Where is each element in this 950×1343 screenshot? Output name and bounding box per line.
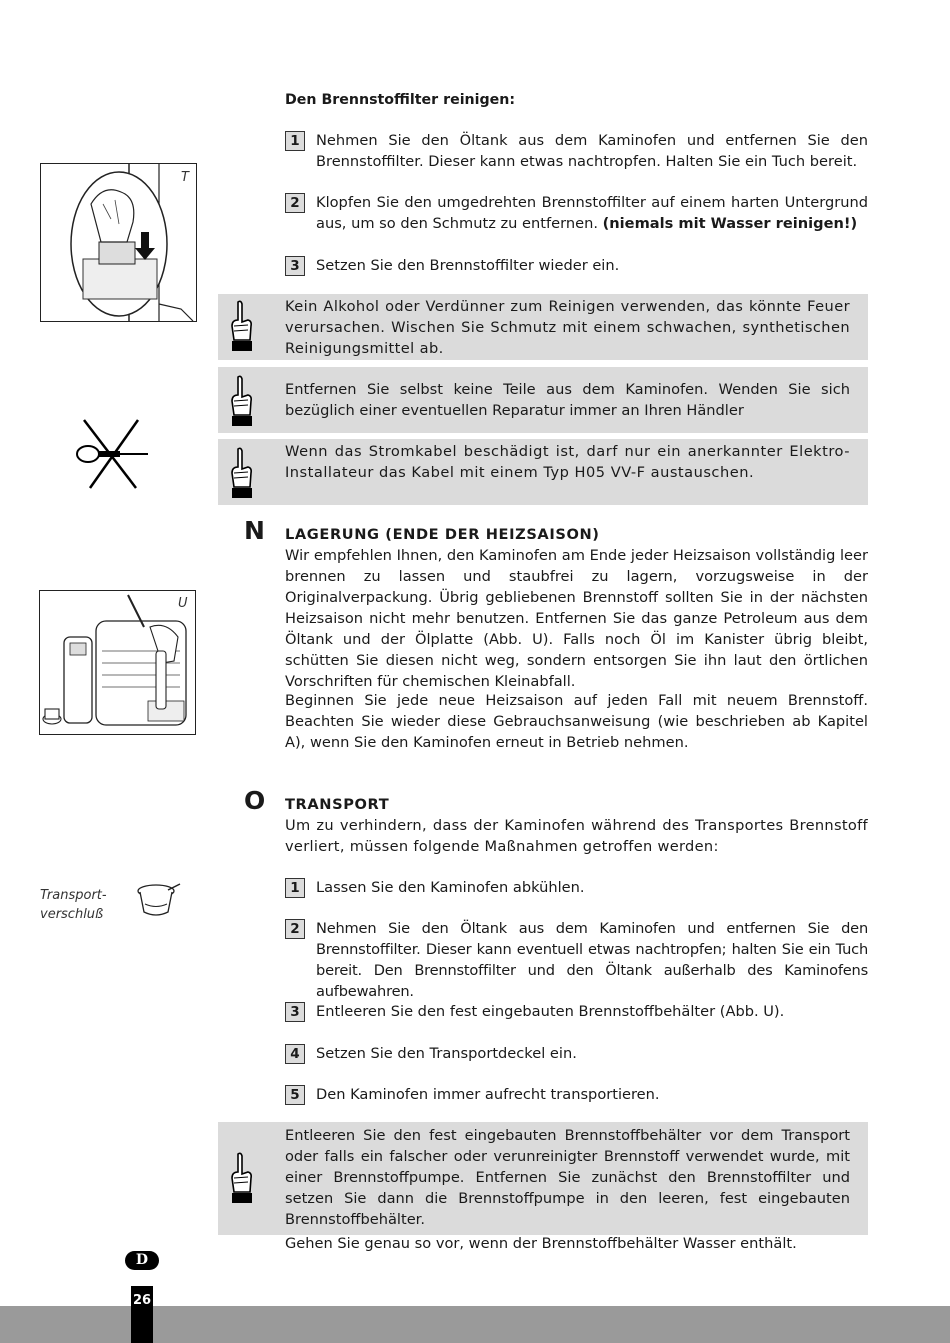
- storage-paragraph-2: Beginnen Sie jede neue Heizsaison auf jeden Fall mit neuem Brennstoff. Beachten Sie wieder diese Gebrauchsanweisung (wie beschrieben ab Kapitel A), wenn Sie den Kaminofen erneut in Betrieb nehmen.: [285, 692, 868, 751]
- transport-step-text-2: Nehmen Sie den Öltank aus dem Kaminofen und entfernen Sie den Brennstoffilter. Dieser kann eventuell etwas nachtropfen; halten Sie ein Tuch bereit. Den Brennstoffilter und den Öltank außerhalb des Kaminofens aufbewahren.: [316, 920, 868, 1000]
- transport-cap-label-line-1: Transport-: [40, 888, 107, 903]
- language-badge: D: [125, 1251, 159, 1270]
- heater-draining-illustration: [40, 591, 195, 734]
- warning-note-2-text: Entfernen Sie selbst keine Teile aus dem Kaminofen. Wenden Sie sich bezüglich einer eventuellen Reparatur immer an Ihren Händler: [285, 381, 850, 419]
- storage-paragraph-1: Wir empfehlen Ihnen, den Kaminofen am Ende jeder Heizsaison vollständig leer brennen zu lassen und staubfrei zu lagern, vorzugsweise in der Originalverpackung. Übrig gebliebenen Brennstoff sollten Sie in der nächsten Heizsaison nicht mehr benutzen. Entfernen Sie das ganze Petroleum aus dem Öltank und der Ölplatte (Abb. U). Falls noch Öl im Kanister übrig bleibt, schütten Sie diesen nicht weg, sondern entsorgen Sie ihn laut den örtlichen Vorschriften für chemischen Kleinabfall.: [285, 547, 868, 690]
- transport-warning-note-text: [285, 1125, 850, 1254]
- transport-step-number-3: 3: [285, 1002, 305, 1022]
- pointing-hand-icon: [226, 447, 256, 501]
- step-number-2: 2: [285, 193, 305, 213]
- transport-note-last: Gehen Sie genau so vor, wenn der Brennstoffbehälter Wasser enthält.: [285, 1235, 797, 1252]
- section-letter-n: N: [244, 516, 265, 545]
- pointing-hand-icon: [226, 375, 256, 429]
- pointing-hand-icon: [226, 1152, 256, 1206]
- pointing-hand-icon: [226, 300, 256, 354]
- figure-u-storage: [39, 590, 196, 735]
- transport-step-number-5: 5: [285, 1085, 305, 1105]
- transport-step-text-4: Setzen Sie den Transportdeckel ein.: [316, 1045, 577, 1062]
- warning-note-3: [218, 439, 868, 505]
- step-number-3: 3: [285, 256, 305, 276]
- figure-t-label: T: [181, 170, 189, 185]
- step-2-warning: (niemals mit Wasser reinigen!): [602, 215, 858, 232]
- warning-note-2: [218, 367, 868, 433]
- transport-warning-note: [218, 1122, 868, 1252]
- page-number: 26: [132, 1293, 152, 1308]
- section-title-storage: LAGERUNG (ENDE DER HEIZSAISON): [285, 526, 600, 543]
- transport-cap-label-line-2: verschluß: [40, 907, 104, 922]
- transport-step-text-3: Entleeren Sie den fest eingebauten Brennstoffbehälter (Abb. U).: [316, 1003, 785, 1020]
- transport-step-text-1: Lassen Sie den Kaminofen abkühlen.: [316, 879, 585, 896]
- figure-u-label: U: [178, 596, 188, 611]
- transport-note-main: Entleeren Sie den fest eingebauten Brennstoffbehälter vor dem Transport oder falls ein falscher oder verunreinigter Brennstoff verwendet wurde, mit einer Brennstoffpumpe. Entfernen Sie zunächst den Brennstoffilter und setzen Sie dann die Brennstoffpumpe in den leeren, fest eingebauten Brennstoffbehälter.: [285, 1127, 850, 1228]
- transport-step-number-2: 2: [285, 919, 305, 939]
- step-number-1: 1: [285, 131, 305, 151]
- section-letter-o: O: [244, 786, 266, 815]
- transport-cap-label: [40, 886, 107, 924]
- step-2-text: Klopfen Sie den umgedrehten Brennstoffilter auf einem harten Untergrund aus, um so den Schmutz zu entfernen.: [316, 194, 868, 232]
- warning-note-3-text: Wenn das Stromkabel beschädigt ist, darf nur ein anerkannter Elektro-Installateur das Kabel mit einem Typ H05 VV-F austauschen.: [285, 443, 850, 481]
- step-text-1: Nehmen Sie den Öltank aus dem Kaminofen und entfernen Sie den Brennstoffilter. Dieser kann etwas nachtropfen. Halten Sie ein Tuch bereit.: [316, 132, 868, 170]
- step-text-3: Setzen Sie den Brennstoffilter wieder ein.: [316, 257, 620, 274]
- step-text-2: [316, 192, 868, 234]
- section-heading-filter-cleaning: Den Brennstoffilter reinigen:: [285, 92, 516, 108]
- section-title-transport: TRANSPORT: [285, 796, 390, 813]
- transport-step-text-5: Den Kaminofen immer aufrecht transportieren.: [316, 1086, 660, 1103]
- transport-intro: Um zu verhindern, dass der Kaminofen während des Transportes Brennstoff verliert, müssen folgende Maßnahmen getroffen werden:: [285, 817, 868, 855]
- no-screwdriver-icon: [74, 418, 152, 490]
- warning-note-1-text: Kein Alkohol oder Verdünner zum Reinigen verwenden, das könnte Feuer verursachen. Wischen Sie Schmutz mit einem schwachen, synthetischen Reinigungsmittel ab.: [285, 298, 850, 357]
- filter-removal-illustration: [41, 164, 196, 321]
- warning-note-1: [218, 294, 868, 360]
- transport-cap-icon: [134, 882, 182, 920]
- transport-step-number-1: 1: [285, 878, 305, 898]
- transport-step-number-4: 4: [285, 1044, 305, 1064]
- figure-t-filter-cleaning: [40, 163, 197, 322]
